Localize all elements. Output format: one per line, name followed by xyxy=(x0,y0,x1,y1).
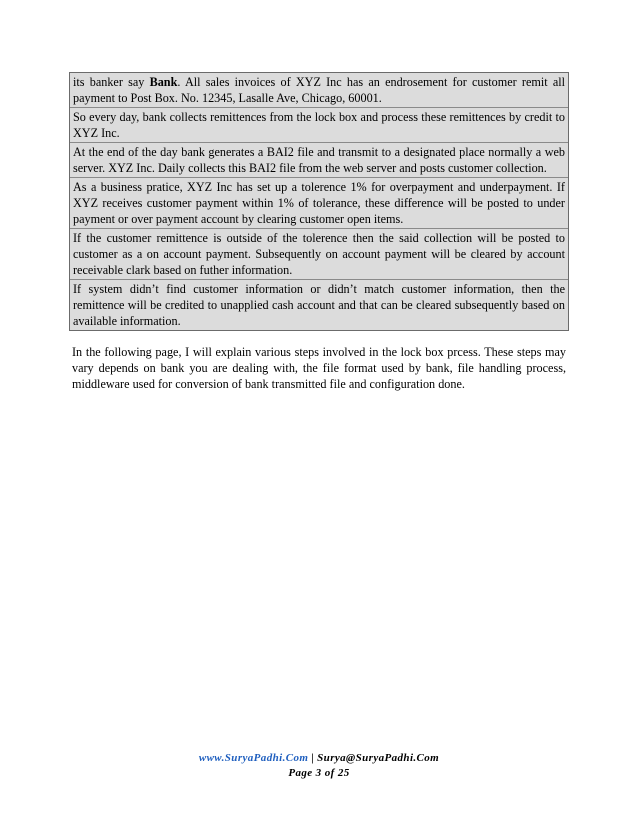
box-paragraph-1-post: . All sales invoices of XYZ Inc has an endrosement for customer remit all payment to Post Box. No. 12345, Lasalle Ave, Chicago, 60001. xyxy=(73,75,565,105)
box-paragraph-1 xyxy=(70,73,568,108)
highlighted-text-box xyxy=(69,72,569,331)
box-paragraph-1-pre: its banker say xyxy=(73,75,150,89)
box-paragraph-3: At the end of the day bank generates a BAI2 file and transmit to a designated place normally a web server. XYZ Inc. Daily collects this BAI2 file from the web server and posts customer collection. xyxy=(70,143,568,178)
bank-bold-text: Bank xyxy=(149,75,178,89)
website-link[interactable]: www.SuryaPadhi.Com xyxy=(198,752,309,764)
footer-contact-line xyxy=(0,752,638,764)
page-number: Page 3 of 25 xyxy=(288,767,350,779)
email-address: Surya@SuryaPadhi.Com xyxy=(317,752,440,764)
box-paragraph-2: So every day, bank collects remittences from the lock box and process these remittences by credit to XYZ Inc. xyxy=(70,108,568,143)
body-paragraph: In the following page, I will explain various steps involved in the lock box prcess. These steps may vary depends on bank you are dealing with, the file format used by bank, file handling process, middleware used for conversion of bank transmitted file and configuration done. xyxy=(72,345,566,391)
box-paragraph-4: As a business pratice, XYZ Inc has set up a tolerence 1% for overpayment and underpayment. If XYZ receives customer payment within 1% of tolerance, these difference will be posted to under payment or over payment account by clearing customer open items. xyxy=(70,178,568,229)
box-paragraph-6: If system didn’t find customer information or didn’t match customer information, then the remittence will be credited to unapplied cash account and that can be cleared subsequently based on available information. xyxy=(73,282,565,328)
footer-separator: | xyxy=(311,752,315,764)
box-paragraph-5: If the customer remittence is outside of the tolerence then the said collection will be posted to customer as a on account payment. Subsequently on account payment will be cleared by account receivable clark based on futher information. xyxy=(70,229,568,280)
